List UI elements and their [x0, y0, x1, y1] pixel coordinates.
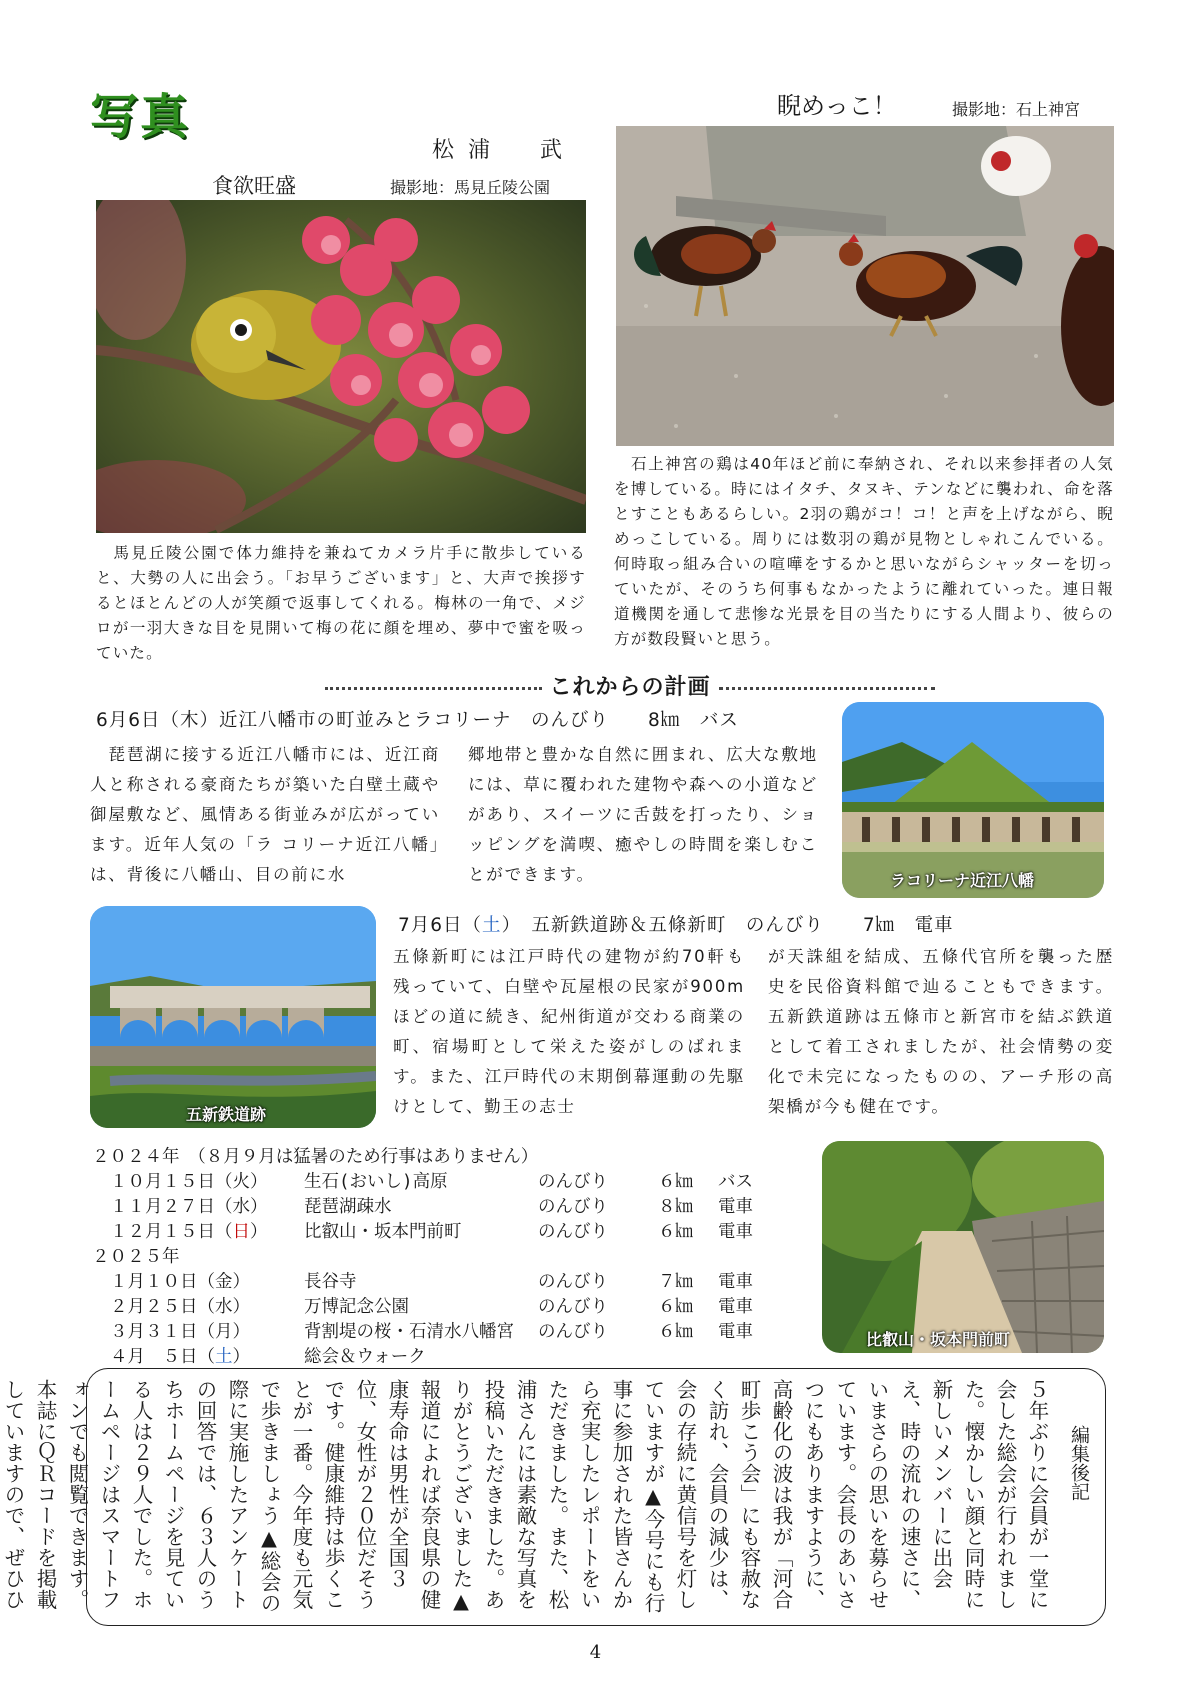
plan-july-text-right: が天誅組を結成、五條代官所を襲った歴史を民俗資料館で辿ることもできます。五新鉄道跡は五條市と新宮市を結ぶ鉄道として着工されましたが、社会情勢の変化で未完になったものの、アーチ形の高架橋が今も健在です。	[768, 947, 1114, 1116]
photo2-caption: 石上神宮の鶏は40年ほど前に奉納され、それ以来参拝者の人気を博している。時にはイタチ、タヌキ、テンなどに襲われ、命を落とすこともあるらしい。2羽の鶏がコ！コ！と声を上げながら、睨めっこしている。周りには数羽の鶏が見物としゃれこんでいる。何時取っ組み合いの喧嘩をするかと思いながらシャッターを切っていたが、そのうち何事もなかったように離れていった。連日報道機関を通して悲惨な光景を目の当たりにする人間より、彼らの方が数段賢いと思う。	[614, 455, 1114, 648]
plans-heading-label: これからの計画	[549, 675, 711, 700]
schedule-date	[110, 1168, 268, 1193]
schedule-pace: のんびり	[538, 1297, 608, 1317]
schedule-date-text: １月１０日（金）	[110, 1272, 250, 1292]
schedule-row	[92, 1218, 753, 1243]
schedule-date-text: １２月１５日（	[110, 1222, 233, 1242]
schedule-mode: バス	[718, 1172, 753, 1192]
schedule-date-text: １０月１５日（火）	[110, 1172, 268, 1192]
photo2-location: 撮影地：石上神宮	[952, 100, 1081, 119]
schedule-row	[92, 1318, 753, 1343]
schedule-dist: ７㎞	[658, 1272, 693, 1292]
schedule-dist: ８㎞	[658, 1197, 693, 1217]
schedule-place: 生石(おいし)高原	[304, 1172, 448, 1192]
plan-june-heading: 6月6日（木）近江八幡市の町並みとラコリーナ のんびり 8㎞ バス	[96, 710, 739, 731]
photo-sakamoto	[822, 1141, 1104, 1353]
schedule-date-text: ４月 ５日（	[110, 1347, 215, 1367]
plan-june-text-left: 琵琶湖に接する近江八幡市には、近江商人と称される豪商たちが築いた白壁土蔵や御屋敷など、風情ある街並みが広がっています。近年人気の「ラ コリーナ近江八幡」は、背後に八幡山、目の前に水	[90, 745, 440, 884]
photo1-caption: 馬見丘陵公園で体力維持を兼ねてカメラ片手に散歩していると、大勢の人に出会う。「お早うございます」と、大声で挨拶するとほとんどの人が笑顔で返事してくれる。梅林の一角で、メジロが一羽大きな目を見開いて梅の花に顔を埋め、夢中で蜜を吸っていた。	[96, 544, 586, 662]
photo-goshin-railway	[90, 906, 376, 1128]
schedule-place: 総会＆ウォーク	[304, 1347, 426, 1367]
plan-july-date: 7月6日（	[398, 915, 483, 936]
schedule	[92, 1143, 753, 1368]
schedule-mode: 電車	[718, 1222, 753, 1242]
schedule-year-2025: ２０２５年	[92, 1247, 180, 1267]
photo-goshin-label: 五新鉄道跡	[186, 1105, 267, 1124]
schedule-date-end: ）	[232, 1347, 250, 1367]
schedule-date	[110, 1268, 250, 1293]
photo2-title: 睨めっこ！	[777, 92, 897, 120]
schedule-date	[110, 1218, 268, 1243]
photo-sakamoto-label: 比叡山・坂本門前町	[866, 1330, 1011, 1349]
plan-july-day: 土	[482, 915, 502, 936]
plans-heading	[325, 670, 935, 701]
plan-july-text-left: 五條新町には江戸時代の建物が約70軒も残っていて、白壁や瓦屋根の民家が900mほどの道に続き、紀州街道が交わる商業の町、宿場町として栄えた姿がしのばれます。また、江戸時代の末期倒幕運動の先駆けとして、勤王の志士	[393, 947, 745, 1116]
schedule-place: 背割堤の桜・石清水八幡宮	[304, 1322, 514, 1342]
editorial-box	[1, 1368, 1106, 1626]
photo-roosters	[616, 126, 1114, 446]
schedule-date	[110, 1343, 250, 1368]
page-number: 4	[589, 1642, 602, 1663]
schedule-day: 土	[215, 1347, 233, 1367]
schedule-pace: のんびり	[538, 1272, 608, 1292]
plan-june-text-right: 郷地帯と豊かな自然に囲まれ、広大な敷地には、草に覆われた建物や森への小道などがあり、スイーツに舌鼓を打ったり、ショッピングを満喫、癒やしの時間を楽しむことができます。	[468, 745, 818, 884]
schedule-date	[110, 1318, 250, 1343]
schedule-mode: 電車	[718, 1297, 753, 1317]
schedule-date	[110, 1193, 268, 1218]
schedule-dist: ６㎞	[658, 1222, 693, 1242]
editorial-text: ５年ぶりに会員が一堂に会した総会が行われました。懐かしい顔と同時に新しいメンバーに出会え、時の流れの速さに、いまさらの思いを募らせています。会長のあいさつにもありますように、高齢化の波は我が「河合町歩こう会」にも容赦なく訪れ、会員の減少は、会の存続に黄信号を灯していますが▲今号にも行事に参加された皆さんから充実したレポートをいただきました。また、松浦さんには素敵な写真を投稿いただきました。ありがとうございました▲報道によれば奈良県の健康寿命は男性が全国３位、女性が２０位だそうです。健康維持は歩くことが一番。今年度も元気で歩きましょう▲総会の際に実施したアンケートの回答では、６３人のうちホームページを見ている人は２９人でした。ホームページはスマートフォンでも閲覧できます。本誌にＱＲコードを掲載していますので、ぜひひ	[1, 1379, 1049, 1614]
plan-july-heading	[398, 911, 954, 937]
photo1-location: 撮影地：馬見丘陵公園	[390, 178, 551, 197]
schedule-rows-2024	[92, 1168, 753, 1243]
author-name: 松浦 武	[432, 138, 577, 163]
plan-july-rest: ） 五新鉄道跡＆五條新町 のんびり 7㎞ 電車	[501, 915, 954, 936]
section-title: 写真	[90, 89, 191, 145]
schedule-pace: のんびり	[538, 1197, 608, 1217]
schedule-place: 比叡山・坂本門前町	[304, 1222, 462, 1242]
schedule-date-text: ３月３１日（月）	[110, 1322, 250, 1342]
schedule-row	[92, 1193, 753, 1218]
schedule-pace: のんびり	[538, 1222, 608, 1242]
schedule-row	[92, 1168, 753, 1193]
divider-dots-right	[719, 687, 936, 690]
photo-mejiro	[96, 200, 586, 533]
schedule-date-text: ２月２５日（水）	[110, 1297, 250, 1317]
photo1-title: 食欲旺盛	[212, 174, 296, 198]
schedule-rows-2025	[92, 1268, 753, 1368]
schedule-place: 長谷寺	[304, 1272, 357, 1292]
photo-lacollina	[842, 702, 1104, 898]
photo-lacollina-label: ラコリーナ近江八幡	[890, 871, 1035, 890]
schedule-row	[92, 1268, 753, 1293]
schedule-row	[92, 1343, 538, 1368]
schedule-place: 琵琶湖疎水	[304, 1197, 392, 1217]
schedule-mode: 電車	[718, 1197, 753, 1217]
schedule-dist: ６㎞	[658, 1172, 693, 1192]
schedule-day: 日	[232, 1222, 250, 1242]
schedule-place: 万博記念公園	[304, 1297, 409, 1317]
schedule-mode: 電車	[718, 1322, 753, 1342]
schedule-row	[92, 1293, 753, 1318]
editorial-title: 編集後記	[1068, 1425, 1090, 1501]
schedule-pace: のんびり	[538, 1322, 608, 1342]
divider-dots-left	[325, 687, 542, 690]
schedule-date-end: ）	[250, 1222, 268, 1242]
schedule-dist: ６㎞	[658, 1297, 693, 1317]
schedule-dist: ６㎞	[658, 1322, 693, 1342]
schedule-date	[110, 1293, 250, 1318]
schedule-date-text: １１月２７日（水）	[110, 1197, 268, 1217]
schedule-mode: 電車	[718, 1272, 753, 1292]
schedule-year-2024: ２０２４年 （８月９月は猛暑のため行事はありません）	[92, 1147, 539, 1167]
schedule-pace: のんびり	[538, 1172, 608, 1192]
